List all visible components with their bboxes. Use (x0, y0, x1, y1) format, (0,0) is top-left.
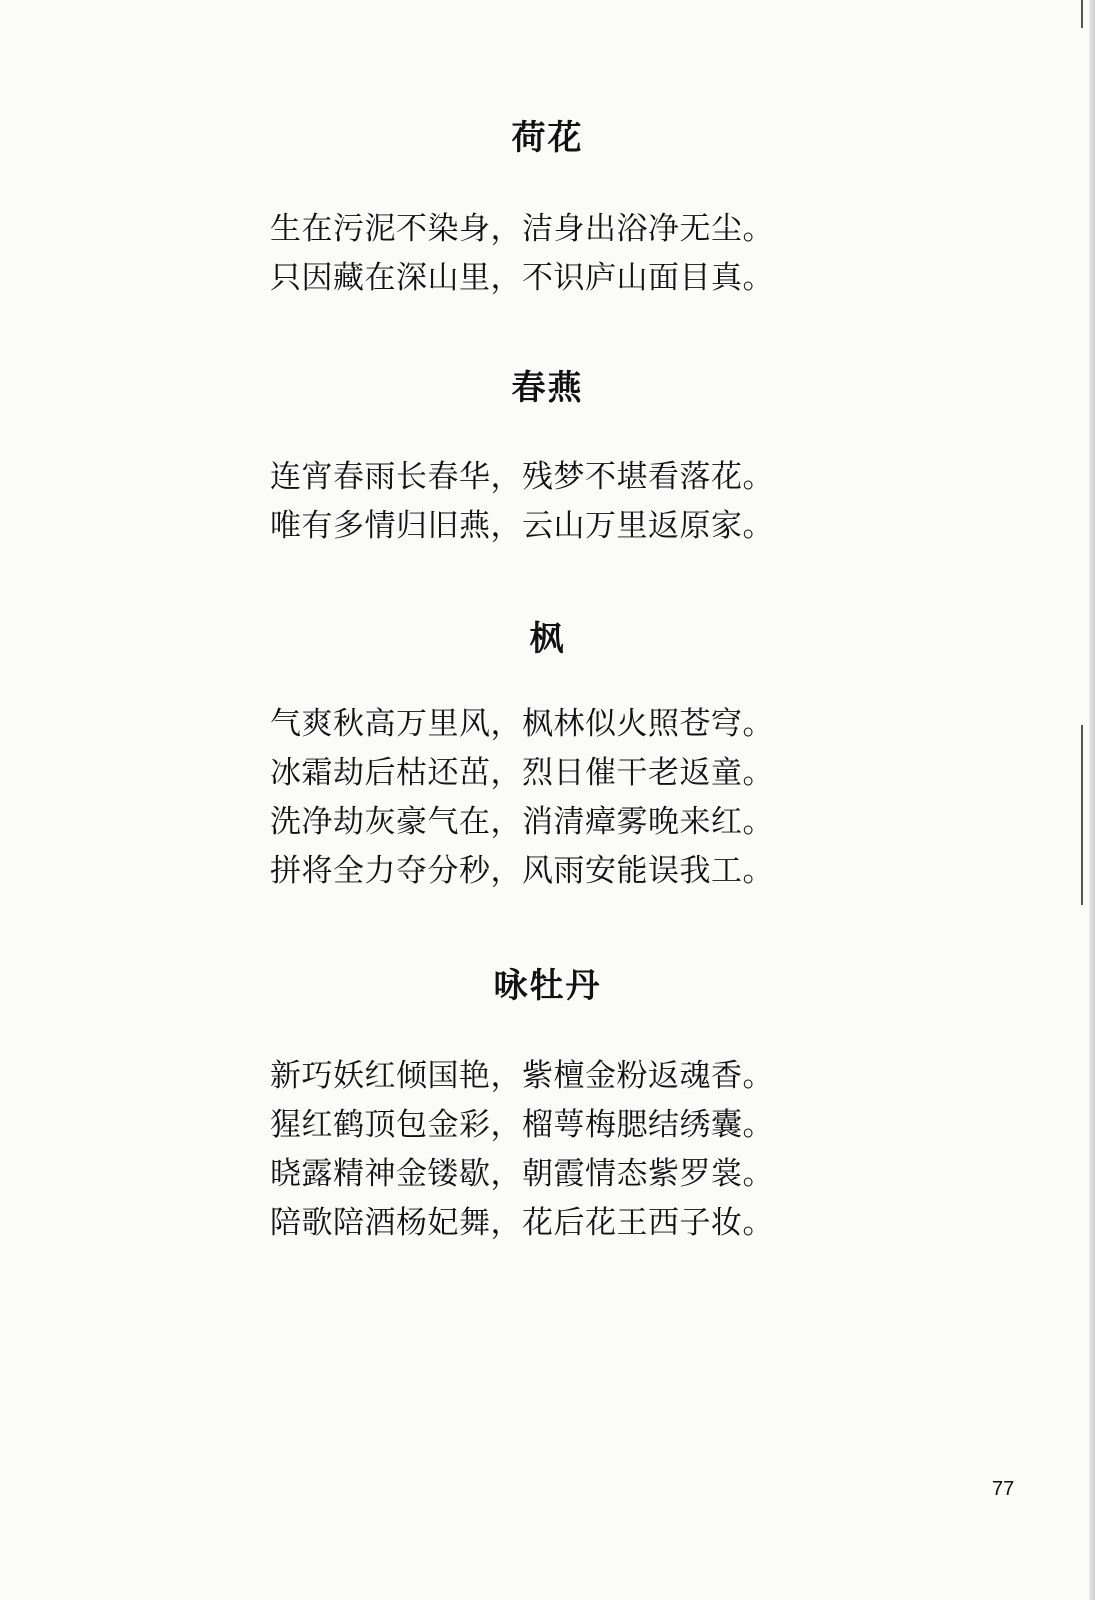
page-edge-mark (1081, 725, 1083, 905)
poem-line: 冰霜劫后枯还茁，烈日催干老返童。 (270, 755, 774, 791)
poem-body (270, 700, 830, 896)
poem-line: 陪歌陪酒杨妃舞，花后花王西子妆。 (270, 1205, 774, 1241)
poem-line: 连宵春雨长春华，残梦不堪看落花。 (270, 459, 774, 495)
page-edge-mark (1081, 0, 1083, 28)
poem-title: 荷花 (511, 118, 584, 158)
poem-line: 晓露精神金镂歇，朝霞情态紫罗裳。 (270, 1156, 774, 1192)
poem-body (270, 453, 830, 551)
poem-body (270, 205, 830, 303)
page-number: 77 (992, 1478, 1015, 1500)
poem-line: 洗净劫灰豪气在，消清瘴雾晚来红。 (270, 804, 774, 840)
poem-title: 春燕 (511, 368, 584, 408)
poem-title: 咏牡丹 (493, 966, 602, 1006)
page-edge (1089, 0, 1095, 1600)
poem-line: 生在污泥不染身，洁身出浴净无尘。 (270, 211, 774, 247)
poem-line: 唯有多情归旧燕，云山万里返原家。 (270, 508, 774, 544)
poem-line: 拼将全力夺分秒，风雨安能误我工。 (270, 853, 774, 889)
poem-line: 新巧妖红倾国艳，紫檀金粉返魂香。 (270, 1058, 774, 1094)
poem-line: 气爽秋高万里风，枫林似火照苍穹。 (270, 706, 774, 742)
poem-title: 枫 (529, 619, 566, 659)
poem-body (270, 1052, 830, 1248)
poem-line: 只因藏在深山里，不识庐山面目真。 (270, 260, 774, 296)
poem-line: 猩红鹤顶包金彩，榴萼梅腮结绣囊。 (270, 1107, 774, 1143)
